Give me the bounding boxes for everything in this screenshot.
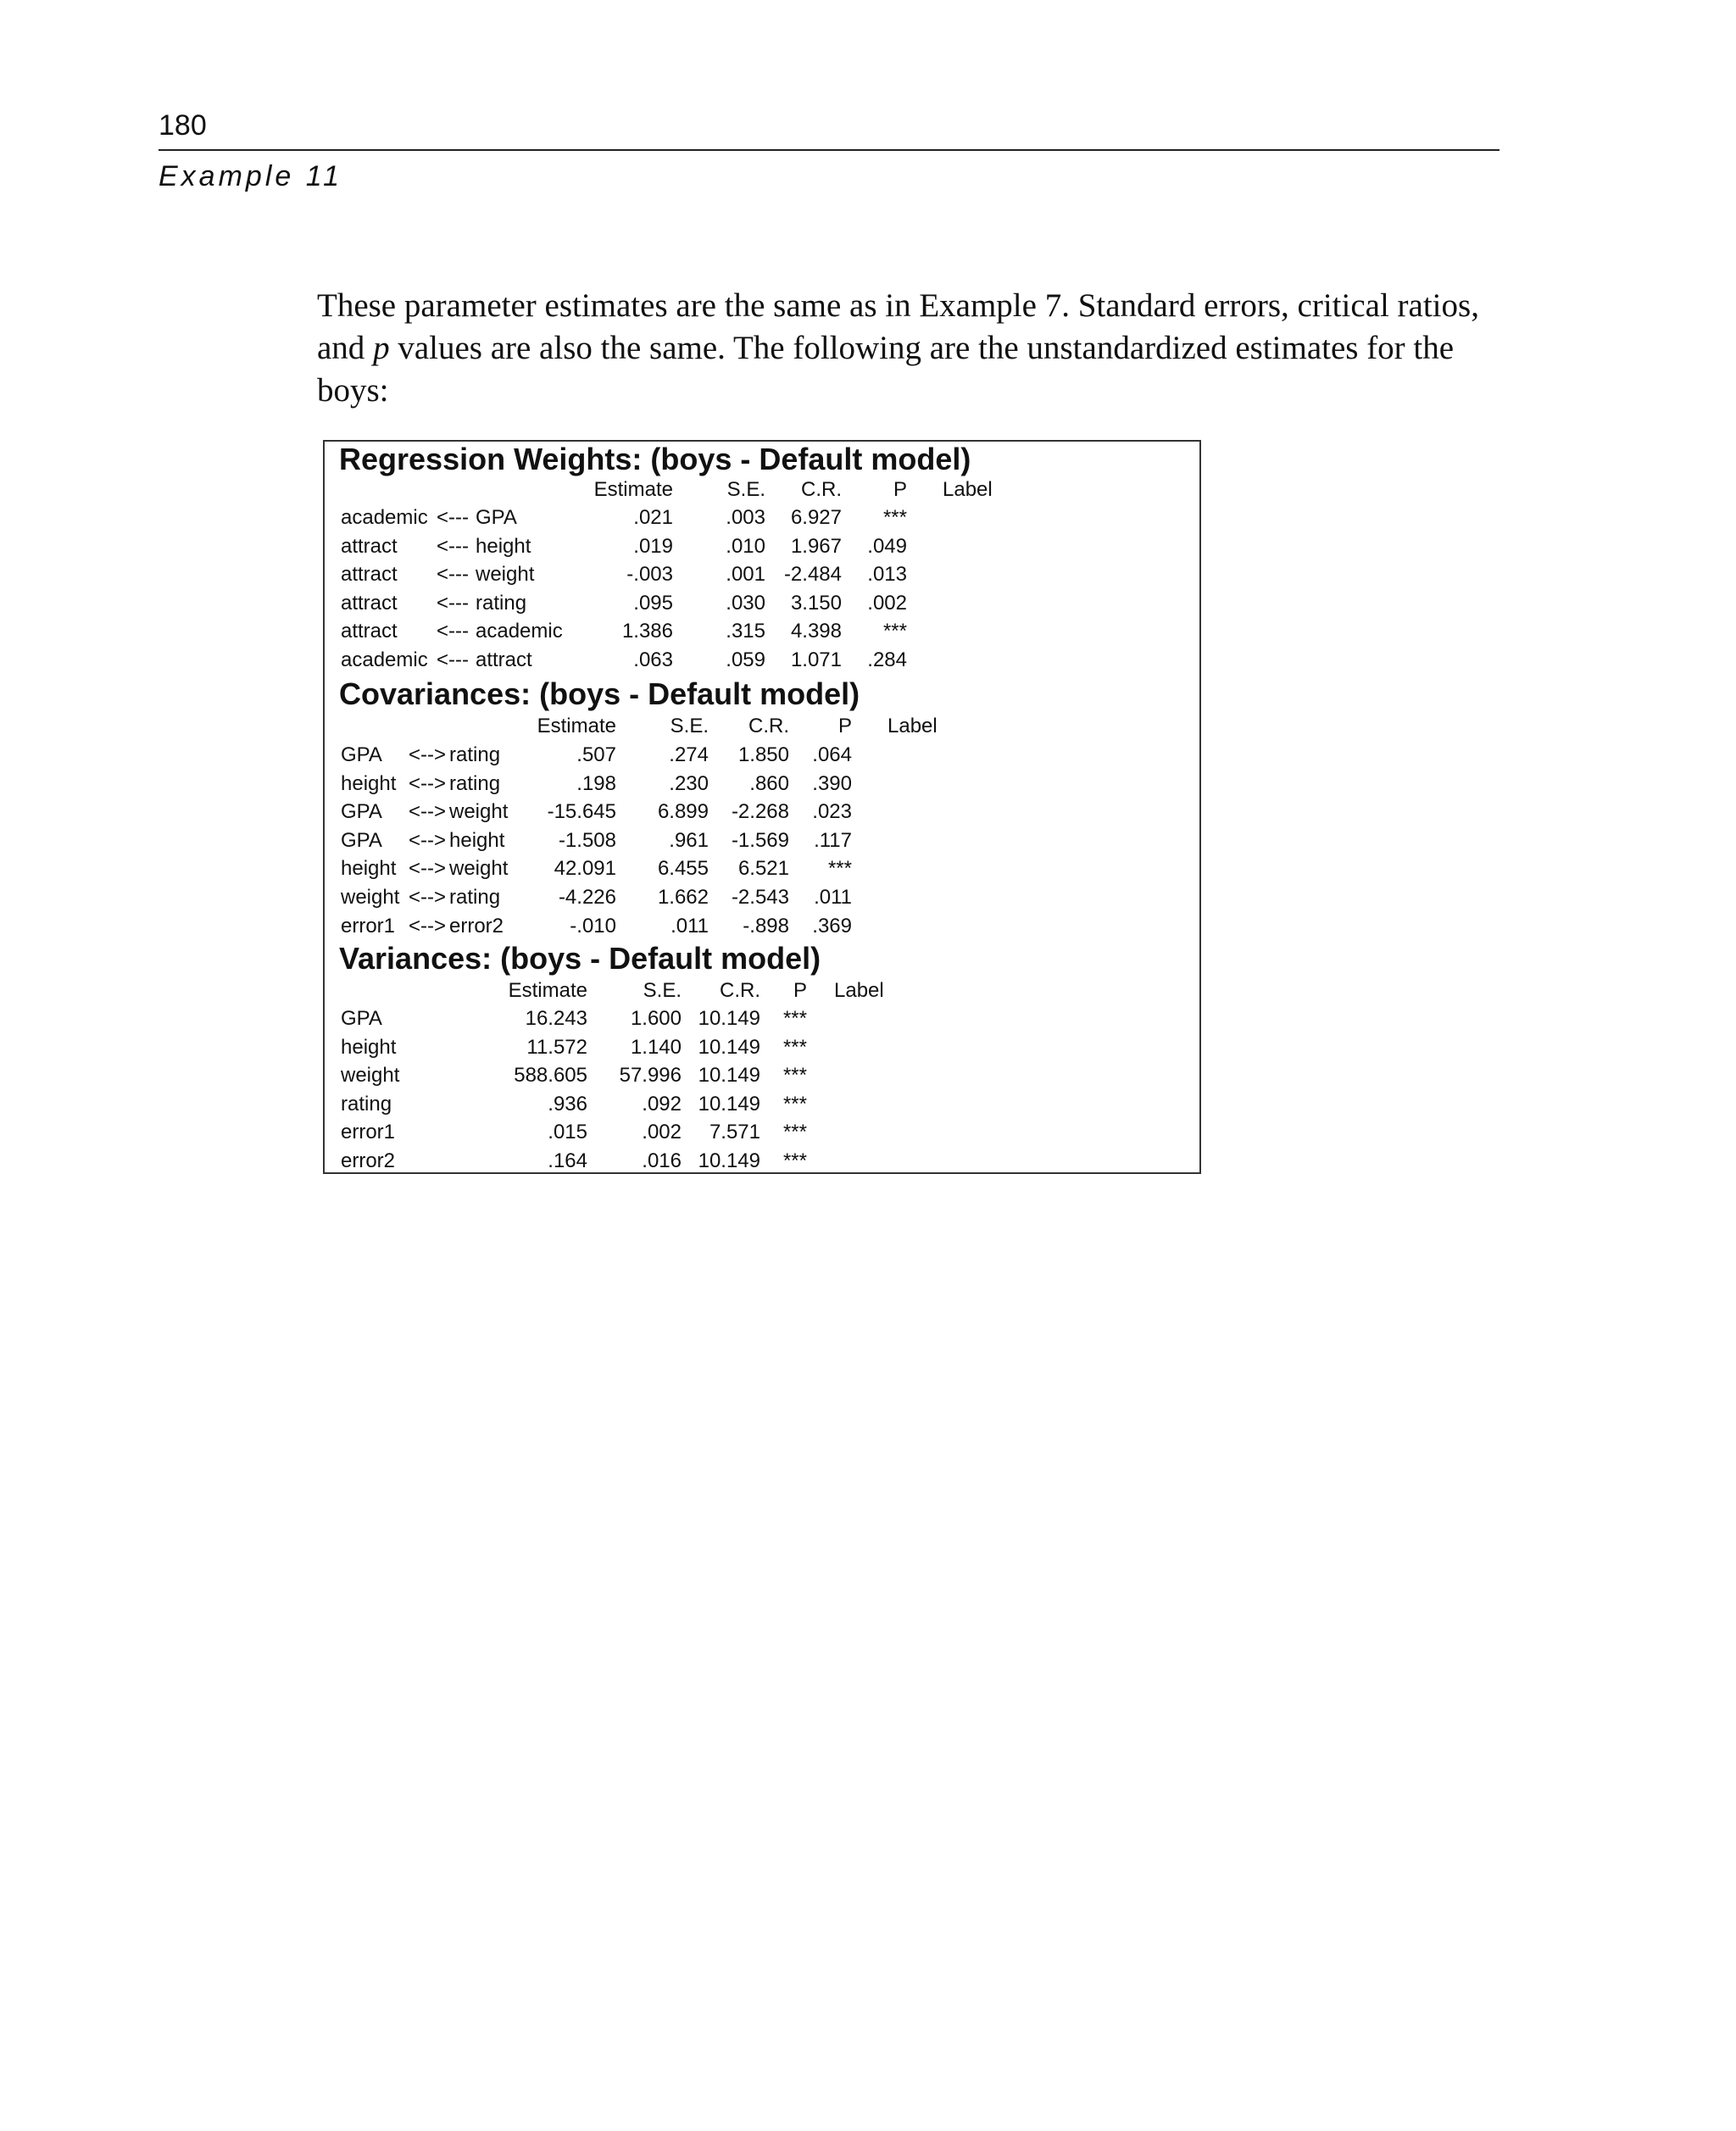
se-value: .961 — [669, 828, 709, 852]
path-arrow: <--- — [437, 620, 469, 643]
estimate-value: -4.226 — [558, 886, 616, 909]
estimate-value: .063 — [633, 648, 673, 671]
variable-name: rating — [341, 1092, 392, 1116]
dependent-variable: GPA — [341, 828, 382, 852]
regression-weights-title: Regression Weights: (boys - Default model) — [339, 442, 971, 476]
predictor-variable: weight — [476, 563, 535, 587]
p-value: .002 — [867, 591, 907, 615]
dependent-variable: GPA — [341, 800, 382, 824]
cr-value: 1.850 — [737, 743, 789, 766]
se-value: .002 — [642, 1121, 682, 1144]
estimate-value: 1.386 — [621, 620, 673, 643]
dependent-variable: height — [341, 857, 397, 881]
estimate-value: .019 — [633, 534, 673, 558]
intro-p-italic: p — [373, 330, 390, 366]
se-value: .001 — [726, 563, 765, 587]
dependent-variable: error1 — [341, 914, 396, 938]
covariances-col-header: S.E. — [670, 715, 709, 737]
se-value: .011 — [670, 914, 709, 938]
path-arrow: <--> — [409, 743, 447, 766]
predictor-variable: height — [476, 534, 531, 558]
estimate-value: .507 — [576, 743, 616, 766]
estimate-value: .198 — [576, 771, 616, 795]
dependent-variable: GPA — [341, 743, 382, 766]
predictor-variable: weight — [449, 857, 509, 881]
se-value: 57.996 — [619, 1064, 682, 1088]
covariances-col-header: Estimate — [537, 715, 616, 737]
predictor-variable: rating — [449, 771, 501, 795]
predictor-variable: rating — [449, 886, 501, 909]
cr-value: -.898 — [743, 914, 789, 938]
predictor-variable: rating — [449, 743, 501, 766]
cr-value: 10.149 — [698, 1007, 760, 1030]
estimate-value: -.010 — [570, 914, 616, 938]
estimate-value: .095 — [633, 591, 673, 615]
p-value: .117 — [814, 828, 852, 852]
cr-value: 4.398 — [790, 620, 842, 643]
variable-name: height — [341, 1035, 397, 1059]
path-arrow: <--- — [437, 534, 469, 558]
cr-value: 10.149 — [698, 1035, 760, 1059]
estimate-value: 42.091 — [554, 857, 616, 881]
variable-name: error2 — [341, 1149, 396, 1172]
page-header — [159, 108, 1500, 193]
p-value: .390 — [812, 771, 852, 795]
covariances-col-header: Label — [887, 715, 938, 737]
variances-col-header: S.E. — [643, 979, 682, 1002]
p-value: *** — [882, 620, 907, 643]
p-value: .013 — [867, 563, 907, 587]
header-rule — [159, 149, 1500, 151]
p-value: .011 — [814, 886, 852, 909]
p-value: *** — [782, 1149, 807, 1172]
se-value: .016 — [642, 1149, 682, 1172]
se-value: .315 — [726, 620, 765, 643]
variable-name: GPA — [341, 1007, 382, 1030]
dependent-variable: attract — [341, 563, 398, 587]
se-value: .059 — [726, 648, 765, 671]
variances-col-header: C.R. — [720, 979, 760, 1002]
dependent-variable: weight — [341, 886, 400, 909]
se-value: .230 — [669, 771, 709, 795]
cr-value: 7.571 — [709, 1121, 760, 1144]
se-value: .092 — [642, 1092, 682, 1116]
p-value: *** — [827, 857, 852, 881]
predictor-variable: error2 — [449, 914, 504, 938]
cr-value: 3.150 — [790, 591, 842, 615]
se-value: 1.140 — [630, 1035, 682, 1059]
dependent-variable: academic — [341, 648, 428, 671]
variances-col-header: Estimate — [508, 979, 587, 1002]
p-value: *** — [782, 1007, 807, 1030]
p-value: .064 — [812, 743, 852, 766]
cr-value: 10.149 — [698, 1092, 760, 1116]
estimate-value: .015 — [548, 1121, 587, 1144]
path-arrow: <--- — [437, 648, 469, 671]
p-value: *** — [782, 1121, 807, 1144]
cr-value: -1.569 — [731, 828, 789, 852]
predictor-variable: rating — [476, 591, 527, 615]
path-arrow: <--> — [409, 828, 447, 852]
cr-value: -2.268 — [731, 800, 789, 824]
estimate-value: -.003 — [626, 563, 673, 587]
cr-value: 6.521 — [737, 857, 789, 881]
dependent-variable: attract — [341, 620, 398, 643]
p-value: .049 — [867, 534, 907, 558]
cr-value: 6.927 — [790, 506, 842, 529]
se-value: 1.662 — [657, 886, 709, 909]
estimate-value: 11.572 — [526, 1035, 587, 1059]
cr-value: 1.967 — [790, 534, 842, 558]
intro-text-2: values are also the same. The following are the unstandardized estimates for the boys: — [317, 330, 1455, 409]
predictor-variable: weight — [449, 800, 509, 824]
estimate-value: -1.508 — [558, 828, 616, 852]
p-value: .023 — [812, 800, 852, 824]
variances-title: Variances: (boys - Default model) — [339, 941, 821, 976]
running-head: Example 11 — [159, 160, 343, 192]
dependent-variable: height — [341, 771, 397, 795]
predictor-variable: academic — [476, 620, 563, 643]
se-value: .274 — [669, 743, 709, 766]
regression-col-header: Estimate — [593, 478, 673, 501]
variances-col-header: Label — [834, 979, 884, 1002]
se-value: .030 — [726, 591, 765, 615]
intro-text-1: These parameter estimates are the same as in Example 7. Standard errors, critical ratios, and — [317, 287, 1479, 366]
regression-col-header: S.E. — [726, 478, 765, 501]
p-value: *** — [882, 506, 907, 529]
regression-col-header: Label — [943, 478, 993, 501]
path-arrow: <--> — [409, 914, 447, 938]
covariances-col-header: P — [837, 715, 852, 737]
predictor-variable: GPA — [476, 506, 517, 529]
cr-value: 10.149 — [698, 1149, 760, 1172]
estimate-value: .164 — [548, 1149, 587, 1172]
se-value: .003 — [726, 506, 765, 529]
covariances-col-header: C.R. — [748, 715, 789, 737]
dependent-variable: attract — [341, 591, 398, 615]
dependent-variable: attract — [341, 534, 398, 558]
estimate-value: .021 — [633, 506, 673, 529]
p-value: .284 — [867, 648, 907, 671]
page-number: 180 — [159, 109, 207, 142]
cr-value: 10.149 — [698, 1064, 760, 1088]
amos-output-table — [323, 440, 1201, 1174]
intro-paragraph — [317, 285, 1504, 412]
se-value: 6.899 — [657, 800, 709, 824]
predictor-variable: attract — [476, 648, 532, 671]
variances-col-header: P — [793, 979, 807, 1002]
path-arrow: <--> — [409, 886, 447, 909]
estimate-value: 588.605 — [514, 1064, 587, 1088]
p-value: *** — [782, 1035, 807, 1059]
path-arrow: <--- — [437, 563, 469, 587]
regression-col-header: P — [893, 478, 907, 501]
se-value: 1.600 — [630, 1007, 682, 1030]
variable-name: error1 — [341, 1121, 396, 1144]
predictor-variable: height — [449, 828, 505, 852]
se-value: .010 — [726, 534, 765, 558]
path-arrow: <--> — [409, 857, 447, 881]
p-value: .369 — [812, 914, 852, 938]
se-value: 6.455 — [657, 857, 709, 881]
estimate-value: 16.243 — [525, 1007, 587, 1030]
covariances-title: Covariances: (boys - Default model) — [339, 676, 860, 711]
cr-value: .860 — [749, 771, 789, 795]
p-value: *** — [782, 1092, 807, 1116]
path-arrow: <--> — [409, 800, 447, 824]
cr-value: -2.484 — [783, 563, 842, 587]
variable-name: weight — [341, 1064, 400, 1088]
regression-col-header: C.R. — [801, 478, 842, 501]
path-arrow: <--- — [437, 506, 469, 529]
p-value: *** — [782, 1064, 807, 1088]
cr-value: 1.071 — [790, 648, 842, 671]
path-arrow: <--- — [437, 591, 469, 615]
cr-value: -2.543 — [731, 886, 789, 909]
estimate-value: -15.645 — [547, 800, 616, 824]
path-arrow: <--> — [409, 771, 447, 795]
dependent-variable: academic — [341, 506, 428, 529]
estimate-value: .936 — [548, 1092, 587, 1116]
